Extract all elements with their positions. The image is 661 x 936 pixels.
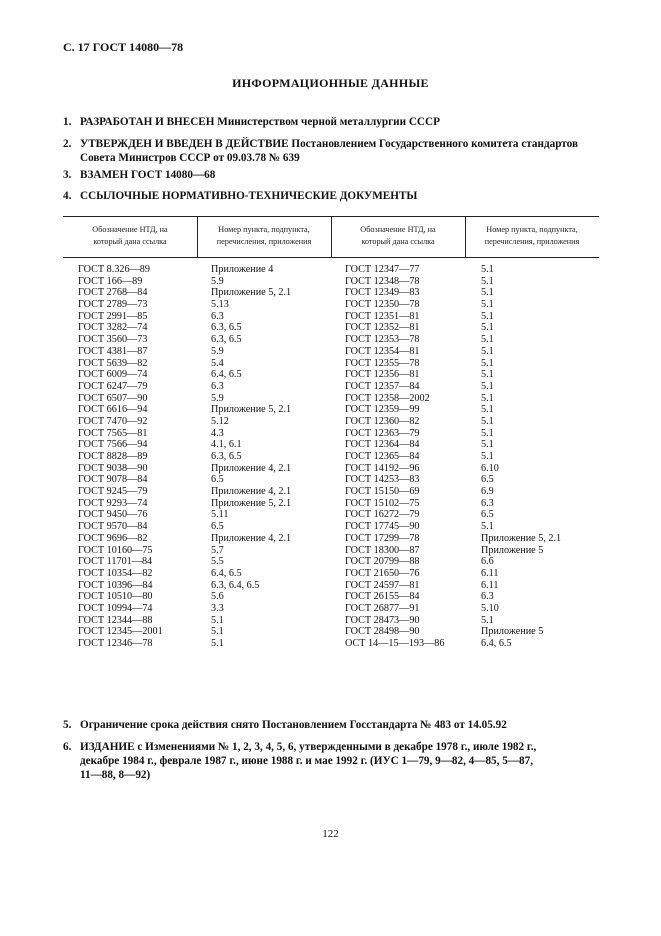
table-cell-doc: ГОСТ 12359—99 [345,404,420,416]
table-cell-doc: ГОСТ 3282—74 [78,322,148,334]
info-item-4 [63,189,603,203]
table-cell-ref: 6.5 [211,474,224,486]
table-cell-doc: ГОСТ 12360—82 [345,415,420,427]
table-cell-ref: 4.1, 6.1 [211,439,242,451]
table-cell-doc: ГОСТ 6507—90 [78,392,148,404]
table-cell-doc: ГОСТ 12353—78 [345,334,420,346]
header-line: Номер пункта, подпункта, [486,225,578,234]
table-cell-ref: 6.11 [481,579,499,591]
table-cell-doc: ГОСТ 9293—74 [78,497,148,509]
table-cell-doc: ГОСТ 16272—79 [345,509,420,521]
table-cell-doc: ГОСТ 12351—81 [345,310,420,322]
table-cell-doc: ГОСТ 12355—78 [345,357,420,369]
table-cell-ref: 5.6 [211,591,224,603]
table-cell-ref: 5.1 [481,521,494,533]
table-cell-ref: 6.10 [481,462,499,474]
table-cell-ref: 5.1 [481,357,494,369]
table-cell-ref: Приложение 5, 2.1 [211,404,292,416]
table-cell-doc: ГОСТ 20799—88 [345,556,420,568]
table-cell-ref: 5.10 [481,602,499,614]
table-cell-ref: 5.1 [481,345,494,357]
table-cell-doc: ГОСТ 2768—84 [78,287,148,299]
table-cell-doc: ГОСТ 5639—82 [78,357,148,369]
table-cell-ref: 4.3 [211,427,224,439]
table-cell-doc: ГОСТ 12358—2002 [345,392,430,404]
table-cell-ref: 6.6 [481,556,494,568]
table-cell-doc: ГОСТ 2991—85 [78,310,148,322]
page-number: 122 [322,828,339,840]
table-cell-ref: 6.4, 6.5 [211,369,242,381]
header-line: который дана ссылка [361,236,435,246]
table-cell-ref: 5.9 [211,392,224,404]
item-text: ССЫЛОЧНЫЕ НОРМАТИВНО-ТЕХНИЧЕСКИЕ ДОКУМЕНТЫ [80,190,418,202]
table-cell-ref: 3.3 [211,602,224,614]
table-cell-ref: 6.3, 6.5 [211,451,242,462]
info-item-1 [63,115,603,129]
table-cell-ref: 5.11 [211,509,229,521]
item-number: 1. [63,116,72,128]
table-cell-ref: 6.3, 6.5 [211,322,242,334]
item-number: 5. [63,719,72,731]
table-cell-doc: ГОСТ 7470—92 [78,415,148,427]
table-cell-ref: Приложение 5, 2.1 [481,532,562,544]
table-cell-ref: Приложение 5, 2.1 [211,287,292,299]
table-cell-doc: ГОСТ 7565—81 [78,427,148,439]
table-cell-doc: ГОСТ 12364—84 [345,439,420,451]
table-cell-ref: 6.11 [481,567,499,579]
table-cell-ref: 5.1 [481,614,494,626]
table-cell-ref: 6.4, 6.5 [481,638,512,649]
table-cell-doc: ГОСТ 26155—84 [345,591,420,603]
table-cell-ref: 5.1 [481,310,494,322]
table-cell-ref: Приложение 4, 2.1 [211,486,292,498]
item-number: 4. [63,190,72,202]
table-cell-doc: ГОСТ 26877—91 [345,602,420,614]
table-cell-ref: Приложение 5 [481,544,544,556]
item-number: 6. [63,741,72,753]
table-cell-doc: ГОСТ 21650—76 [345,567,420,579]
table-cell-doc: ГОСТ 2789—73 [78,299,148,311]
table-cell-doc: ГОСТ 6616—94 [78,404,148,416]
table-cell-ref: 5.1 [481,322,494,334]
header-line: перечисления, приложения [216,236,312,246]
info-item-5 [63,718,603,732]
table-cell-ref: Приложение 4 [211,264,274,275]
table-cell-doc: ГОСТ 10354—82 [78,567,153,579]
table-cell-ref: 5.1 [211,614,224,626]
table-cell-doc: ГОСТ 12363—79 [345,427,420,439]
table-cell-doc: ГОСТ 10510—80 [78,591,153,603]
table-cell-ref: 5.1 [481,287,494,299]
table-cell-doc: ГОСТ 12344—88 [78,614,153,626]
table-cell-ref: 5.13 [211,299,229,311]
table-cell-doc: ГОСТ 10994—74 [78,602,153,614]
item-text-line-1: ИЗДАНИЕ с Изменениями № 1, 2, 3, 4, 5, 6, утвержденными в декабре 1978 г., июле 1982 г., [80,741,537,753]
table-cell-ref: 5.1 [211,638,224,649]
table-cell-doc: ГОСТ 24597—81 [345,579,420,591]
info-item-6 [63,740,603,782]
table-cell-doc: ГОСТ 15102—75 [345,497,420,509]
table-cell-ref: 6.4, 6.5 [211,567,242,579]
table-cell-ref: 5.9 [211,275,224,287]
table-cell-doc: ГОСТ 18300—87 [345,544,420,556]
item-text-line-2: декабре 1984 г., феврале 1987 г., июне 1988 г. и мае 1992 г. (ИУС 1—79, 9—82, 4—85, 5—87, [80,755,534,767]
table-cell-doc: ГОСТ 12365—84 [345,451,420,462]
header-line: Номер пункта, подпункта, [218,225,310,234]
table-cell-doc: ГОСТ 15150—69 [345,486,420,498]
table-cell-ref: 6.3 [481,591,494,603]
table-cell-doc: ГОСТ 11701—84 [78,556,153,568]
table-cell-doc: ГОСТ 6009—74 [78,369,148,381]
table-cell-ref: 5.1 [481,334,494,346]
table-cell-ref: 6.5 [211,521,224,533]
table-cell-doc: ГОСТ 7566—94 [78,439,148,451]
table-cell-doc: ГОСТ 12346—78 [78,638,153,649]
table-cell-ref: 5.7 [211,544,224,556]
table-cell-doc: ГОСТ 8828—89 [78,451,148,462]
table-cell-ref: 5.1 [481,275,494,287]
table-cell-doc: ГОСТ 12357—84 [345,380,420,392]
column-right-docs [345,264,465,650]
header-ref-left [197,224,331,247]
table-cell-ref: 5.1 [211,626,224,638]
table-cell-doc: ГОСТ 9038—90 [78,462,148,474]
table-cell-ref: 5.1 [481,404,494,416]
table-cell-doc: ГОСТ 9078—84 [78,474,148,486]
column-right-refs [481,264,599,650]
item-text: РАЗРАБОТАН И ВНЕСЕН Министерством черной металлургии СССР [80,116,440,128]
table-cell-ref: 5.1 [481,369,494,381]
table-cell-doc: ГОСТ 3560—73 [78,334,148,346]
table-cell-doc: ГОСТ 9245—79 [78,486,148,498]
item-number: 3. [63,169,72,181]
table-cell-ref: 5.1 [481,264,494,275]
header-line: перечисления, приложения [484,236,580,246]
table-cell-doc: ГОСТ 10160—75 [78,544,153,556]
header-doc-left [63,224,197,247]
table-cell-doc: ГОСТ 10396—84 [78,579,153,591]
info-item-3 [63,168,603,182]
header-line: Обозначение НТД, на [360,225,436,234]
table-cell-doc: ГОСТ 12349—83 [345,287,420,299]
table-cell-ref: 6.9 [481,486,494,498]
table-cell-ref: 5.1 [481,439,494,451]
table-cell-doc: ГОСТ 166—89 [78,275,143,287]
header-line: который дана ссылка [93,236,167,246]
info-item-2 [63,137,603,165]
table-cell-doc: ГОСТ 14192—96 [345,462,420,474]
header-line: Обозначение НТД, на [92,225,168,234]
table-cell-doc: ГОСТ 6247—79 [78,380,148,392]
table-cell-doc: ГОСТ 28473—90 [345,614,420,626]
table-cell-ref: 6.3 [211,380,224,392]
table-cell-ref: 5.1 [481,451,494,462]
table-cell-doc: ГОСТ 12356—81 [345,369,420,381]
table-cell-doc: ГОСТ 28498—90 [345,626,420,638]
table-cell-doc: ГОСТ 12354—81 [345,345,420,357]
table-cell-ref: Приложение 4, 2.1 [211,462,292,474]
table-cell-ref: 5.1 [481,392,494,404]
table-cell-doc: ГОСТ 12347—77 [345,264,420,275]
table-cell-ref: 6.5 [481,474,494,486]
table-cell-doc: ГОСТ 12350—78 [345,299,420,311]
table-cell-doc: ГОСТ 12345—2001 [78,626,163,638]
table-cell-ref: 6.3 [211,310,224,322]
column-left-refs [211,264,331,650]
table-cell-ref: Приложение 4, 2.1 [211,532,292,544]
table-cell-doc: ГОСТ 14253—83 [345,474,420,486]
header-doc-right [331,224,465,247]
table-cell-ref: 5.1 [481,299,494,311]
table-cell-ref: 5.1 [481,415,494,427]
table-cell-doc: ГОСТ 4381—87 [78,345,148,357]
table-cell-doc: ОСТ 14—15—193—86 [345,638,445,649]
table-cell-doc: ГОСТ 12348—78 [345,275,420,287]
table-cell-doc: ГОСТ 12352—81 [345,322,420,334]
item-text-line-1: УТВЕРЖДЕН И ВВЕДЕН В ДЕЙСТВИЕ Постановлением Государственного комитета стандартов [80,138,578,150]
table-cell-ref: 5.12 [211,415,229,427]
table-cell-doc: ГОСТ 9570—84 [78,521,148,533]
table-cell-ref: 6.3, 6.5 [211,334,242,346]
table-cell-ref: 5.1 [481,380,494,392]
table-cell-ref: 5.9 [211,345,224,357]
table-cell-doc: ГОСТ 9696—82 [78,532,148,544]
table-cell-doc: ГОСТ 17745—90 [345,521,420,533]
item-text-line-2: Совета Министров СССР от 09.03.78 № 639 [80,152,300,164]
table-header-rule [63,257,599,258]
item-text-line-3: 11—88, 8—92) [80,769,151,781]
table-cell-ref: 6.5 [481,509,494,521]
table-cell-ref: Приложение 5 [481,626,544,638]
table-cell-ref: 6.3 [481,497,494,509]
table-cell-ref: 6.3, 6.4, 6.5 [211,579,260,591]
table-cell-ref: Приложение 5, 2.1 [211,497,292,509]
table-cell-doc: ГОСТ 9450—76 [78,509,148,521]
table-cell-ref: 5.1 [481,427,494,439]
item-number: 2. [63,138,72,150]
header-ref-right [465,224,599,247]
column-left-docs [78,264,198,650]
table-cell-doc: ГОСТ 8.326—89 [78,264,150,275]
item-text: ВЗАМЕН ГОСТ 14080—68 [80,169,216,181]
item-text: Ограничение срока действия снято Постановлением Госстандарта № 483 от 14.05.92 [80,719,507,731]
running-header: С. 17 ГОСТ 14080—78 [63,40,184,54]
table-cell-ref: 5.5 [211,556,224,568]
table-cell-doc: ГОСТ 17299—78 [345,532,420,544]
references-table [63,216,599,710]
table-cell-ref: 5.4 [211,357,224,369]
section-title: ИНФОРМАЦИОННЫЕ ДАННЫЕ [232,76,429,90]
